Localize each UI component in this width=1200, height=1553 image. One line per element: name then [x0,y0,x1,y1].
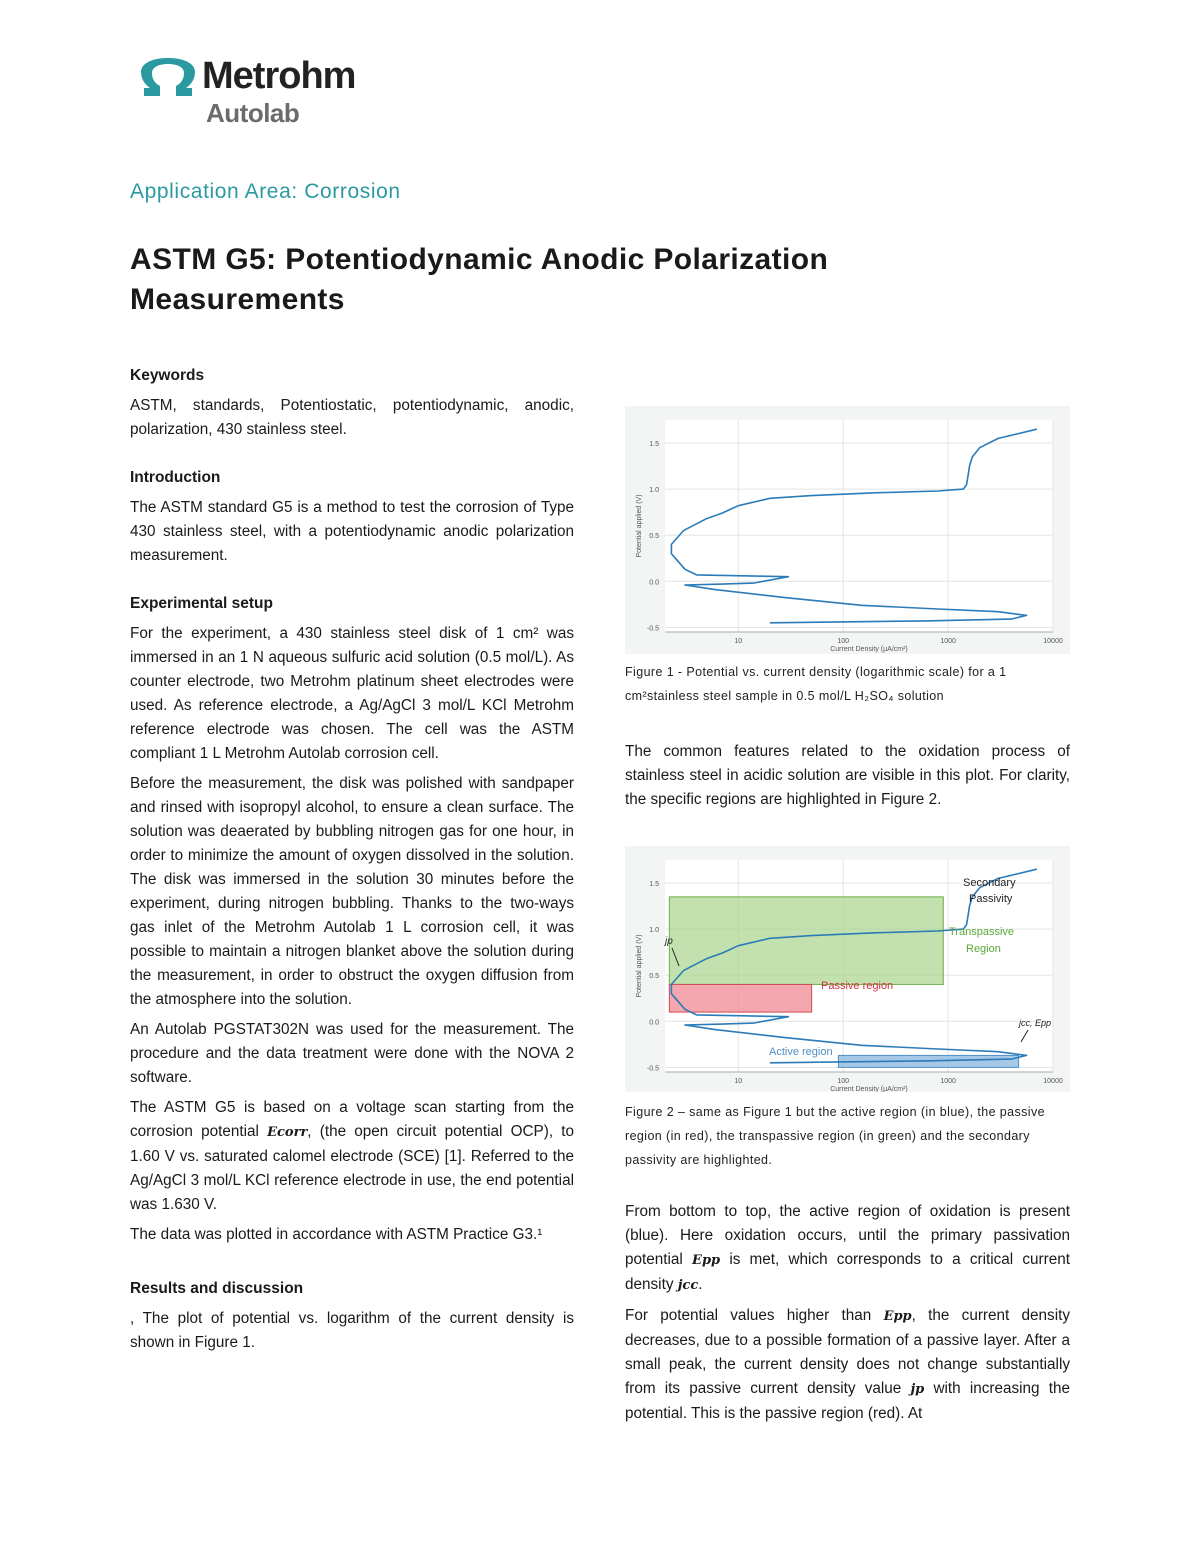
figure-1 [625,406,1070,654]
jp-symbol: jp [910,1382,925,1397]
results-heading: Results and discussion [130,1280,304,1297]
setup-paragraph-1: For the experiment, a 430 stainless steel disk of 1 cm² was immersed in an 1 N aqueous sulfuric acid solution (0.5 mol/L). As counter electrode, two Metrohm platinum sheet electrodes were used. As reference electrode, a Ag/AgCl 3 mol/L KCl Metrohm reference electrode was chosen. The cell was the ASTM compliant 1 L Metrohm Autolab corrosion cell. [130,625,574,762]
y-tick-label: 1.5 [649,441,659,449]
application-area: Application Area: Corrosion [130,180,401,203]
y-tick-label: 1.0 [649,487,659,495]
p3-text-a: For potential values higher than [625,1307,884,1324]
transpassive-region [669,897,943,985]
x-tick-label: 100 [837,638,850,645]
figure-2-caption: Figure 2 – same as Figure 1 but the active region (in blue), the passive region (in red), the transpassive region (in green) and the secondary passivity are highlighted. [625,1105,1045,1167]
setup-paragraph-3: An Autolab PGSTAT302N was used for the measurement. The procedure and the data treatment were done with the NOVA 2 software. [130,1021,574,1086]
logo-brand-text: Metrohm [202,55,356,97]
p2-text-b: is met, which corresponds to a critical current density [625,1251,1070,1293]
epp-symbol-2: Epp [883,1309,912,1324]
x-tick-label: 100 [837,1078,850,1085]
figure-1-caption: Figure 1 - Potential vs. current density (logarithmic scale) for a 1 cm²stainless steel sample in 0.5 mol/L H₂SO₄ solution [625,665,1007,703]
y-tick-label: 1.5 [649,881,659,889]
x-tick-label: 1000 [940,638,956,645]
passive-region-label: Passive region [821,980,894,992]
right-column-bottom [625,1200,1070,1426]
setup-paragraph-2: Before the measurement, the disk was polished with sandpaper and rinsed with isopropyl alcohol, to ensure a clean surface. The solution was deaerated by bubbling nitrogen gas for one hour, in order to minimize the amount of oxygen dissolved in the solution. The disk was immersed in the solution 30 minutes before the experiment, during nitrogen bubbling. Thanks to the two-ways gas inlet of the Metrohm Autolab 1 L corrosion cell, it was possible to maintain a nitrogen blanket above the solution during the measurement, in order to obstruct the oxygen diffusion from the atmosphere into the solution. [130,775,574,1008]
p2-text-c: . [698,1276,703,1293]
y-tick-label: 0.5 [649,973,659,981]
p2-text-a: From bottom to top, the active region of oxidation is present (blue). Here oxidation occurs, until the primary passivation potential [625,1203,1070,1268]
introduction-heading: Introduction [130,469,221,486]
keywords-heading: Keywords [130,367,205,384]
x-tick-label: 10 [734,1078,743,1085]
figure-2 [625,846,1070,1092]
jp-label: jp [665,936,673,947]
jcc-epp-label: jcc, Epp [1019,1018,1052,1028]
right-paragraph-3 [625,1304,1070,1426]
secondary-passivity-label-2: Passivity [969,893,1013,905]
setup-paragraph-5: The data was plotted in accordance with ASTM Practice G3.¹ [130,1226,543,1243]
y-tick-label: 0.0 [649,1019,659,1027]
keywords-text: ASTM, standards, Potentiostatic, potentiodynamic, anodic, polarization, 430 stainless steel. [130,397,574,438]
active-region-label: Active region [769,1046,833,1058]
metrohm-autolab-logo [138,52,368,132]
logo-sub-text: Autolab [206,98,300,128]
setup-paragraph-4 [130,1096,574,1217]
figure-2-chart [625,846,1070,1092]
x-tick-label: 1000 [940,1078,956,1085]
p3-text-b: , the current density decreases, due to a possible formation of a passive layer. After a small peak, the current density does not change substantially from its passive current density value [625,1307,1071,1397]
p3-text-c: with increasing the potential. This is the passive region (red). At [625,1380,1070,1422]
y-tick-label: 1.0 [649,927,659,935]
y-axis-label: Potential applied (V) [636,934,643,998]
epp-symbol: Epp [692,1253,721,1268]
right-paragraph-1: The common features related to the oxidation process of stainless steel in acidic solution are visible in this plot. For clarity, the specific regions are highlighted in Figure 2. [625,743,1070,808]
y-tick-label: -0.5 [646,625,659,633]
figure-1-chart [625,406,1070,654]
y-axis-label: Potential applied (V) [636,494,643,558]
introduction-text: The ASTM standard G5 is a method to test the corrosion of Type 430 stainless steel, with a potentiodynamic anodic polarization measurement. [130,499,574,564]
jcc-symbol: jcc [677,1278,699,1293]
secondary-passivity-label: Secondary [963,877,1016,889]
y-tick-label: 0.0 [649,579,659,587]
setup-p4-text-b: , (the open circuit potential OCP), to 1.60 V vs. saturated calomel electrode (SCE) [1]. Referred to the Ag/AgCl 3 mol/L KCl reference electrode in use, the end potential was 1.630 V. [130,1123,574,1213]
experimental-setup-heading: Experimental setup [130,595,273,612]
x-axis-label: Current Density (μA/cm²) [830,1086,908,1092]
page-title: ASTM G5: Potentiodynamic Anodic Polarization Measurements [130,243,829,316]
results-paragraph-1: , The plot of potential vs. logarithm of the current density is shown in Figure 1. [130,1310,574,1351]
passive-region [669,984,811,1012]
y-tick-label: -0.5 [646,1065,659,1073]
right-column-top [625,740,1070,812]
y-tick-label: 0.5 [649,533,659,541]
transpassive-label: Transpassive [949,926,1015,938]
x-axis-label: Current Density (μA/cm²) [830,646,908,653]
transpassive-region-label: Region [966,943,1001,955]
x-tick-label: 10 [734,638,743,645]
setup-p4-text-a: The ASTM G5 is based on a voltage scan starting from the corrosion potential [130,1099,574,1140]
left-column [130,364,574,1355]
x-tick-label: 10000 [1043,638,1063,645]
right-paragraph-2 [625,1200,1070,1298]
x-tick-label: 10000 [1043,1078,1063,1085]
ecorr-symbol: Ecorr [267,1125,308,1140]
omega-logo-icon [138,56,198,98]
plot-area [665,420,1053,632]
